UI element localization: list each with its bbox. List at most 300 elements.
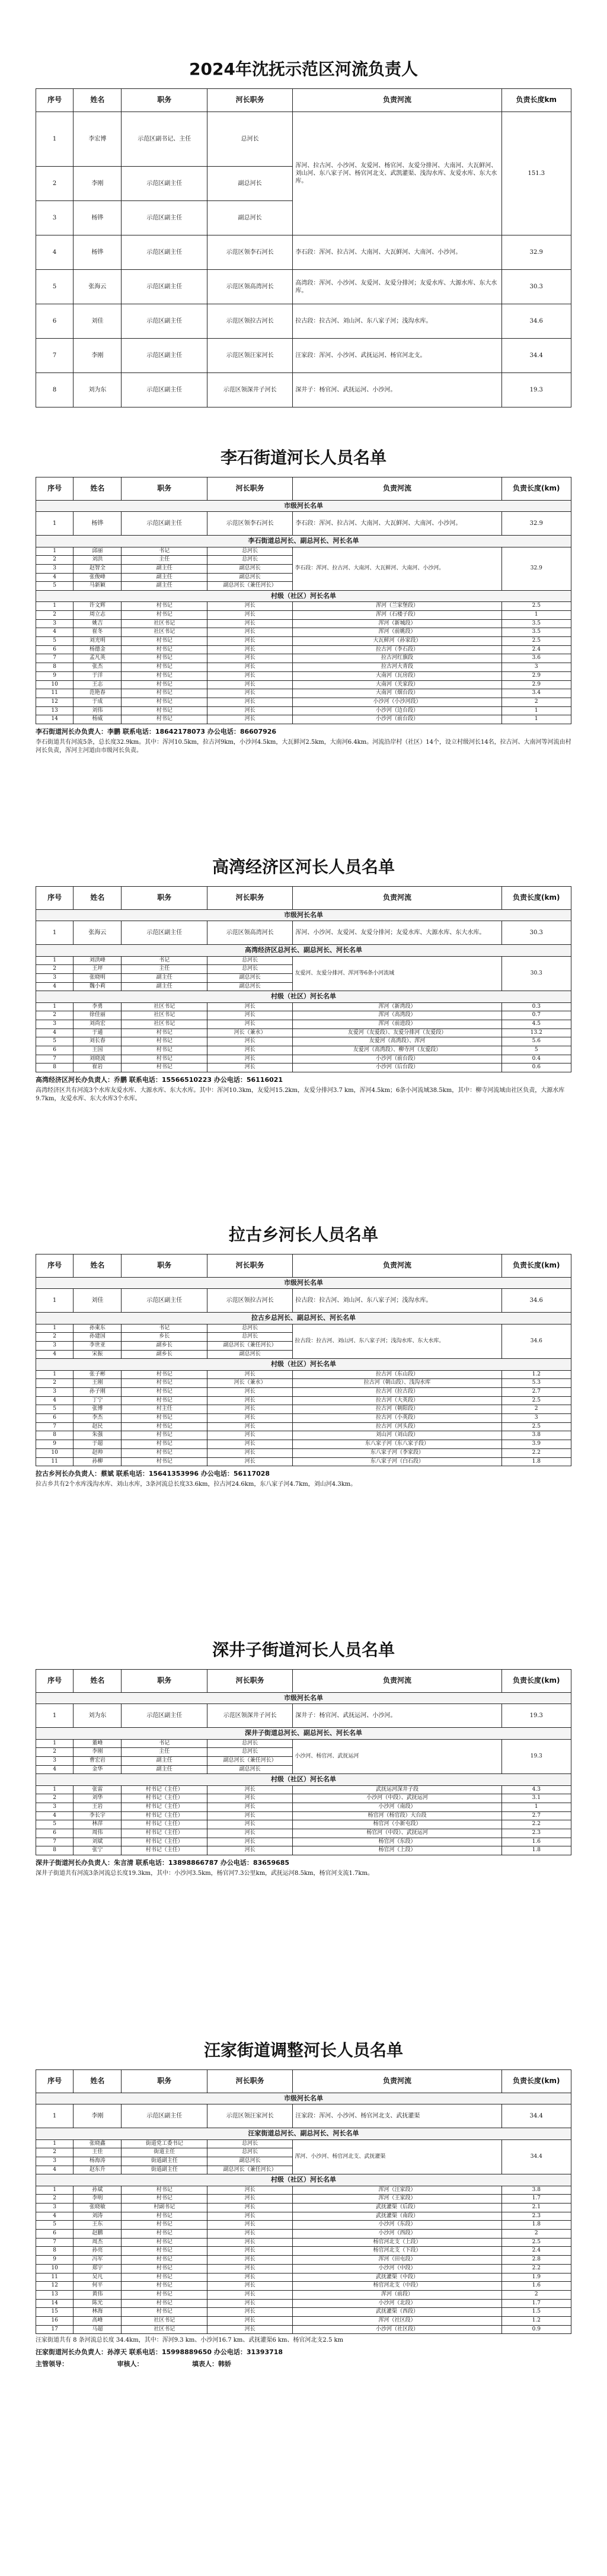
responsible-rivers: 汪家段：浑河、小沙河、武抚运河、杨官河北支。	[293, 339, 501, 373]
job-title: 社区书记	[122, 2316, 207, 2325]
responsible-rivers: 武抚灌渠（后段）	[293, 2204, 501, 2212]
river-length: 1	[501, 715, 571, 724]
river-chief-role: 河长	[207, 1440, 292, 1449]
band-label: 村级（社区）河长名单	[36, 591, 571, 602]
river-length: 2.9	[501, 671, 571, 680]
responsible-rivers: 武抚运河深井子段	[293, 1785, 501, 1794]
column-header: 职务	[122, 89, 207, 112]
row-number: 7	[36, 339, 74, 373]
person-name: 李世亚	[74, 1341, 122, 1350]
river-chief-role: 河长	[207, 1396, 292, 1405]
responsible-rivers: 拉古河（朝阳段）	[293, 1405, 501, 1414]
band-row	[36, 910, 571, 921]
job-title: 村书记（主任）	[122, 1803, 207, 1812]
row-number: 2	[36, 1011, 74, 1020]
job-title: 村书记（主任）	[122, 1794, 207, 1803]
table-row	[36, 1002, 571, 1011]
river-length: 19.3	[501, 373, 571, 407]
responsible-rivers: 拉古段：拉古河、刘山河、东八家子河；浅沟水库。	[293, 304, 501, 339]
river-length: 19.3	[501, 1704, 571, 1728]
responsible-rivers: 李石段：浑河、拉古河、大南河、大瓦鲜河、大南河、小沙河。	[293, 512, 501, 536]
job-title: 示范区副主任	[122, 201, 207, 235]
person-name: 张雷	[74, 1785, 122, 1794]
column-header: 序号	[36, 1670, 74, 1693]
person-name: 张晓敏	[74, 2204, 122, 2212]
job-title: 副主任	[122, 1765, 207, 1774]
table-row	[36, 2308, 571, 2317]
job-title: 村书记（主任）	[122, 1838, 207, 1846]
row-number: 1	[36, 2186, 74, 2195]
table-row	[36, 1811, 571, 1820]
row-number: 8	[36, 2247, 74, 2256]
table-row	[36, 1739, 571, 1748]
person-name: 李刚	[74, 1748, 122, 1757]
table-row	[36, 628, 571, 637]
person-name: 刘为东	[74, 373, 122, 407]
header-row	[36, 887, 571, 910]
person-name: 李杰	[74, 1414, 122, 1423]
river-chief-role: 河长（兼水）	[207, 1029, 292, 1037]
row-number: 11	[36, 1457, 74, 1466]
responsible-rivers: 东八家子河（东八家子段）	[293, 1440, 501, 1449]
row-number: 4	[36, 235, 74, 270]
river-length: 1.8	[501, 1457, 571, 1466]
river-chief-role: 总河长	[207, 1739, 292, 1748]
responsible-rivers: 大南河（烟台段）	[293, 689, 501, 698]
column-header: 序号	[36, 1254, 74, 1278]
job-title: 村书记	[122, 1448, 207, 1457]
row-number: 7	[36, 1055, 74, 1063]
job-title: 街道副主任	[122, 2166, 207, 2174]
responsible-rivers: 小沙河（中段）	[293, 2264, 501, 2273]
job-title: 街道党工委书记	[122, 2139, 207, 2148]
job-title: 村书记（主任）	[122, 1820, 207, 1829]
row-number: 5	[36, 582, 74, 591]
row-number: 3	[36, 2204, 74, 2212]
river-length: 34.4	[501, 2139, 571, 2174]
river-chief-role: 副总河长	[207, 2157, 292, 2166]
job-title: 书记	[122, 547, 207, 556]
river-chief-role: 河长	[207, 2264, 292, 2273]
responsible-rivers: 浑河（前进段）	[293, 1020, 501, 1029]
row-number: 1	[36, 1739, 74, 1748]
table-row	[36, 1422, 571, 1431]
responsible-rivers: 浑河（高湾段）	[293, 1011, 501, 1020]
row-number: 8	[36, 373, 74, 407]
river-chief-role: 河长	[207, 1046, 292, 1055]
cell-post: 示范区副主任	[122, 921, 207, 945]
lagu-table	[36, 1254, 571, 1466]
responsible-rivers: 汪家段：浑河、小沙河、杨官河北支、武抚灌渠	[293, 2104, 501, 2128]
river-chief-role: 副总河长（兼任河长）	[207, 2166, 292, 2174]
responsible-rivers: 浑河、小沙河、杨官河北支、武抚灌渠	[293, 2139, 501, 2174]
person-name: 金华	[74, 1765, 122, 1774]
cell-post: 示范区副主任	[122, 1704, 207, 1728]
table-row	[36, 2186, 571, 2195]
row-number: 2	[36, 167, 74, 201]
person-name: 杨铧	[74, 235, 122, 270]
header-row	[36, 1254, 571, 1278]
column-header: 负责长度(km)	[501, 2070, 571, 2093]
river-length: 4.5	[501, 1020, 571, 1029]
table-row	[36, 112, 571, 167]
column-header: 负责长度(km)	[501, 887, 571, 910]
job-title: 主任	[122, 1748, 207, 1757]
row-number: 3	[36, 1020, 74, 1029]
table-row	[36, 1440, 571, 1449]
river-chief-role: 河长	[207, 628, 292, 637]
signature-line: 主管领导： 审核人： 填表人：韩娇	[36, 2360, 231, 2368]
river-chief-role: 河长	[207, 1011, 292, 1020]
band-label: 市级河长名单	[36, 1278, 571, 1289]
job-title: 社区书记	[122, 1002, 207, 1011]
river-length: 2.2	[501, 2264, 571, 2273]
river-chief-role: 总河长	[207, 965, 292, 974]
river-chief-role: 河长	[207, 2290, 292, 2299]
table-row	[36, 2139, 571, 2148]
table-row	[36, 921, 571, 945]
river-chief-role: 河长	[207, 1785, 292, 1794]
column-header: 负责长度(km)	[501, 477, 571, 501]
river-chief-role: 示范区领拉古河长	[207, 304, 292, 339]
column-header: 序号	[36, 887, 74, 910]
band-label: 深井子街道总河长、副总河长、河长名单	[36, 1728, 571, 1739]
person-name: 郑宇	[74, 2264, 122, 2273]
river-chief-role: 河长	[207, 1448, 292, 1457]
river-chief-role: 河长	[207, 2247, 292, 2256]
responsible-rivers: 浑河、拉古河、小沙河、友爱河、杨官河、友爱分排河、大南河、大瓦鲜河、刘山河、东八家子河、杨官河北支、武凯灌渠、浅沟水库、友爱水库、东大水库。	[293, 112, 501, 235]
job-title: 社区书记	[122, 619, 207, 628]
river-length: 2.5	[501, 637, 571, 646]
responsible-rivers: 拉古河（河头段）	[293, 1422, 501, 1431]
band-row	[36, 945, 571, 956]
column-header: 负责河流	[293, 477, 501, 501]
row-number: 1	[36, 112, 74, 167]
row-number: 9	[36, 2256, 74, 2265]
river-chief-role: 示范区领高湾河长	[207, 270, 292, 304]
job-title: 书记	[122, 1739, 207, 1748]
river-length: 32.9	[501, 235, 571, 270]
band-label: 汪家街道总河长、副总河长、河长名单	[36, 2128, 571, 2139]
responsible-rivers: 刘山河（刘山段）	[293, 1431, 501, 1440]
river-chief-role: 河长	[207, 689, 292, 698]
river-chief-role: 示范区领深井子河长	[207, 373, 292, 407]
column-header: 负责河流	[293, 1670, 501, 1693]
cell-post: 示范区副主任	[122, 512, 207, 536]
river-length: 151.3	[501, 112, 571, 235]
responsible-rivers: 浑河（新湾段）	[293, 1002, 501, 1011]
river-length: 5.3	[501, 1379, 571, 1388]
job-title: 村书记	[122, 2264, 207, 2273]
band-row	[36, 991, 571, 1002]
person-name: 杨威	[74, 715, 122, 724]
band-row	[36, 1313, 571, 1324]
river-length: 2.3	[501, 1829, 571, 1838]
river-chief-role: 河长	[207, 1414, 292, 1423]
responsible-rivers: 小沙河（前台段）	[293, 715, 501, 724]
table-row	[36, 715, 571, 724]
responsible-rivers: 浑河（王家段）	[293, 2195, 501, 2204]
river-chief-role: 河长	[207, 2256, 292, 2265]
river-length: 1.6	[501, 2282, 571, 2291]
row-number: 8	[36, 1431, 74, 1440]
river-chief-role: 河长	[207, 1405, 292, 1414]
river-length: 0.9	[501, 2325, 571, 2334]
river-length: 2.4	[501, 2247, 571, 2256]
row-number: 6	[36, 645, 74, 654]
river-chief-role: 示范区领李石河长	[207, 235, 292, 270]
job-title: 书记	[122, 956, 207, 965]
row-number: 12	[36, 698, 74, 706]
table-row	[36, 1029, 571, 1037]
row-number: 16	[36, 2316, 74, 2325]
job-title: 村书记	[122, 1046, 207, 1055]
column-header: 序号	[36, 477, 74, 501]
table-row	[36, 671, 571, 680]
job-title: 村书记	[122, 654, 207, 663]
table-row	[36, 2256, 571, 2265]
river-chief-role: 河长	[207, 1846, 292, 1855]
responsible-rivers: 浑河（前段）	[293, 2290, 501, 2299]
river-length: 3.8	[501, 1431, 571, 1440]
river-length: 3.1	[501, 1794, 571, 1803]
row-number: 10	[36, 1448, 74, 1457]
person-name: 孙子刚	[74, 1388, 122, 1397]
table-row	[36, 2212, 571, 2221]
row-number: 6	[36, 1046, 74, 1055]
river-chief-role: 河长	[207, 706, 292, 715]
row-number: 11	[36, 2273, 74, 2282]
section-title: 汪家街道调整河长人员名单	[203, 2040, 403, 2060]
row-number: 7	[36, 2238, 74, 2247]
person-name: 刘伟	[74, 706, 122, 715]
person-name: 杨海涛	[74, 2157, 122, 2166]
column-header: 河长职务	[207, 477, 292, 501]
river-length: 2	[501, 2290, 571, 2299]
table-row	[36, 512, 571, 536]
cell-role: 示范区领李石河长	[207, 512, 292, 536]
table-row	[36, 1020, 571, 1029]
person-name: 宋振	[74, 1350, 122, 1359]
river-chief-role: 河长	[207, 1055, 292, 1063]
column-header: 序号	[36, 2070, 74, 2093]
band-row	[36, 2174, 571, 2186]
column-header: 姓名	[74, 1670, 122, 1693]
river-chief-role: 河长	[207, 1794, 292, 1803]
river-chief-role: 河长	[207, 1838, 292, 1846]
column-header: 职务	[122, 887, 207, 910]
job-title: 乡长	[122, 1333, 207, 1342]
river-chief-role: 河长	[207, 715, 292, 724]
person-name: 冯军	[74, 2256, 122, 2265]
person-name: 张俊峰	[74, 573, 122, 582]
person-name: 赵东升	[74, 2166, 122, 2174]
cell-role: 示范区领高湾河长	[207, 921, 292, 945]
row-number: 3	[36, 973, 74, 982]
summary-note: 拉古乡共有2个水库浅沟水库、刘山水库，3条河流总长度33.6km，拉古河24.6km，东八家子河4.7km，刘山河4.3km。	[36, 1481, 357, 1488]
job-title: 村书记	[122, 2186, 207, 2195]
row-number: 3	[36, 201, 74, 235]
person-name: 孙建国	[74, 1333, 122, 1342]
table-row	[36, 1704, 571, 1728]
row-number: 3	[36, 1803, 74, 1812]
river-chief-role: 示范区领汪家河长	[207, 339, 292, 373]
river-length: 0.3	[501, 1002, 571, 1011]
river-chief-role: 河长	[207, 619, 292, 628]
river-length: 3.6	[501, 654, 571, 663]
column-header: 河长职务	[207, 89, 292, 112]
job-title: 村书记	[122, 1029, 207, 1037]
band-label: 市级河长名单	[36, 1693, 571, 1704]
river-chief-role: 河长	[207, 1063, 292, 1072]
row-number: 9	[36, 1440, 74, 1449]
responsible-rivers: 小沙河（东段）	[293, 2221, 501, 2230]
person-name: 刘光明	[74, 637, 122, 646]
person-name: 王佳	[74, 2148, 122, 2157]
responsible-rivers: 拉古河红旗段	[293, 654, 501, 663]
responsible-rivers: 武抚灌渠（西段）	[293, 2308, 501, 2317]
job-title: 村书记	[122, 2230, 207, 2239]
river-length: 1.8	[501, 2221, 571, 2230]
responsible-rivers: 浑河（汪家段）	[293, 2186, 501, 2195]
job-title: 村书记	[122, 1063, 207, 1072]
contact-line: 拉古乡河长办负责人：蔡斌 联系电话：15641353996 办公电话：56117028	[36, 1470, 270, 1478]
river-chief-role: 河长	[207, 698, 292, 706]
cell-no: 1	[36, 512, 74, 536]
responsible-rivers: 杨官河北支（下段）	[293, 2247, 501, 2256]
table-row	[36, 2282, 571, 2291]
river-length: 1.9	[501, 2273, 571, 2282]
river-length: 1.8	[501, 1846, 571, 1855]
person-name: 刘洪峰	[74, 956, 122, 965]
responsible-rivers: 友爱河、友爱分排河、浑河等6条小河流域	[293, 956, 501, 991]
river-length: 0.6	[501, 1063, 571, 1072]
responsible-rivers: 杨官河（东段）	[293, 1838, 501, 1846]
river-chief-role: 总河长	[207, 2148, 292, 2157]
person-name: 孙柳	[74, 1457, 122, 1466]
table-row	[36, 2273, 571, 2282]
person-name: 李明	[74, 2195, 122, 2204]
job-title: 村书记	[122, 2308, 207, 2317]
row-number: 8	[36, 1846, 74, 1855]
row-number: 2	[36, 965, 74, 974]
section-title: 高湾经济区河长人员名单	[212, 857, 395, 877]
person-name: 刘华	[74, 1794, 122, 1803]
person-name: 孙斌	[74, 2186, 122, 2195]
person-name: 朱强	[74, 1431, 122, 1440]
job-title: 村书记	[122, 2299, 207, 2308]
cell-role: 示范区领拉古河长	[207, 1289, 292, 1313]
row-number: 4	[36, 1029, 74, 1037]
river-chief-role: 副总河长	[207, 564, 292, 573]
table-row	[36, 1838, 571, 1846]
band-row	[36, 1278, 571, 1289]
responsible-rivers: 高湾段：浑河、小沙河、友爱河、友爱分排河；友爱水库、大源水库、东大水库。	[293, 270, 501, 304]
column-header: 序号	[36, 89, 74, 112]
person-name: 陈光	[74, 2299, 122, 2308]
river-length: 3.4	[501, 689, 571, 698]
band-row	[36, 2128, 571, 2139]
river-chief-role: 河长	[207, 2299, 292, 2308]
river-chief-role: 河长	[207, 1037, 292, 1046]
contact-line: 李石街道河长办负责人：李鹏 联系电话：18642178073 办公电话：86607926	[36, 727, 277, 735]
person-name: 王志	[74, 680, 122, 689]
river-length: 34.4	[501, 339, 571, 373]
person-name: 刘洪	[74, 556, 122, 565]
row-number: 4	[36, 1765, 74, 1774]
person-name: 王国	[74, 1046, 122, 1055]
river-length: 3	[501, 663, 571, 672]
row-number: 1	[36, 1785, 74, 1794]
river-chief-role: 河长	[207, 2204, 292, 2212]
person-name: 张晓明	[74, 973, 122, 982]
river-chief-role: 总河长	[207, 956, 292, 965]
job-title: 村副书记	[122, 2204, 207, 2212]
summary-table	[36, 88, 571, 407]
responsible-rivers: 杨官河（上段）	[293, 1846, 501, 1855]
river-length: 2	[501, 2230, 571, 2239]
table-row	[36, 1829, 571, 1838]
person-name: 孟凡英	[74, 654, 122, 663]
person-name: 黄伟	[74, 2290, 122, 2299]
row-number: 5	[36, 1405, 74, 1414]
job-title: 副乡长	[122, 1350, 207, 1359]
job-title: 书记	[122, 1324, 207, 1333]
river-chief-role: 副总河长	[207, 573, 292, 582]
row-number: 2	[36, 2195, 74, 2204]
row-number: 6	[36, 1414, 74, 1423]
cell-no: 1	[36, 1704, 74, 1728]
person-name: 李勇	[74, 1002, 122, 1011]
job-title: 示范区副主任	[122, 304, 207, 339]
river-length: 2.5	[501, 1396, 571, 1405]
row-number: 6	[36, 1829, 74, 1838]
river-length: 2.5	[501, 602, 571, 611]
column-header: 负责河流	[293, 887, 501, 910]
responsible-rivers: 大南河（关家段）	[293, 680, 501, 689]
job-title: 村书记	[122, 715, 207, 724]
river-length: 2	[501, 1405, 571, 1414]
responsible-rivers: 深井子：杨官河、武抚运河、小沙河。	[293, 373, 501, 407]
table-row	[36, 547, 571, 556]
river-length: 13.2	[501, 1029, 571, 1037]
responsible-rivers: 拉古河（朝山段）、浅沟水库	[293, 1379, 501, 1388]
person-name: 张海云	[74, 921, 122, 945]
job-title: 副主任	[122, 582, 207, 591]
person-name: 马新颖	[74, 582, 122, 591]
person-name: 孙亮	[74, 2247, 122, 2256]
responsible-rivers: 大南河（瓦房段）	[293, 671, 501, 680]
responsible-rivers: 深井子：杨官河、武抚运河、小沙河。	[293, 1704, 501, 1728]
responsible-rivers: 拉古河（东山段）	[293, 1370, 501, 1379]
responsible-rivers: 东八家子河（白石段）	[293, 1457, 501, 1466]
section-gaowan	[36, 854, 571, 1103]
job-title: 街道副主任	[122, 2157, 207, 2166]
table-row	[36, 2230, 571, 2239]
responsible-rivers: 小沙河、杨官河、武抚运河	[293, 1739, 501, 1774]
row-number: 1	[36, 1002, 74, 1011]
table-row	[36, 663, 571, 672]
river-chief-role: 河长	[207, 611, 292, 620]
responsible-rivers: 武抚灌渠（南段）	[293, 2212, 501, 2221]
job-title: 副主任	[122, 982, 207, 991]
person-name: 于超	[74, 1440, 122, 1449]
table-row	[36, 1370, 571, 1379]
table-row	[36, 1457, 571, 1466]
row-number: 6	[36, 2230, 74, 2239]
section-title: 深井子街道河长人员名单	[212, 1640, 395, 1660]
person-name: 王坪	[74, 965, 122, 974]
